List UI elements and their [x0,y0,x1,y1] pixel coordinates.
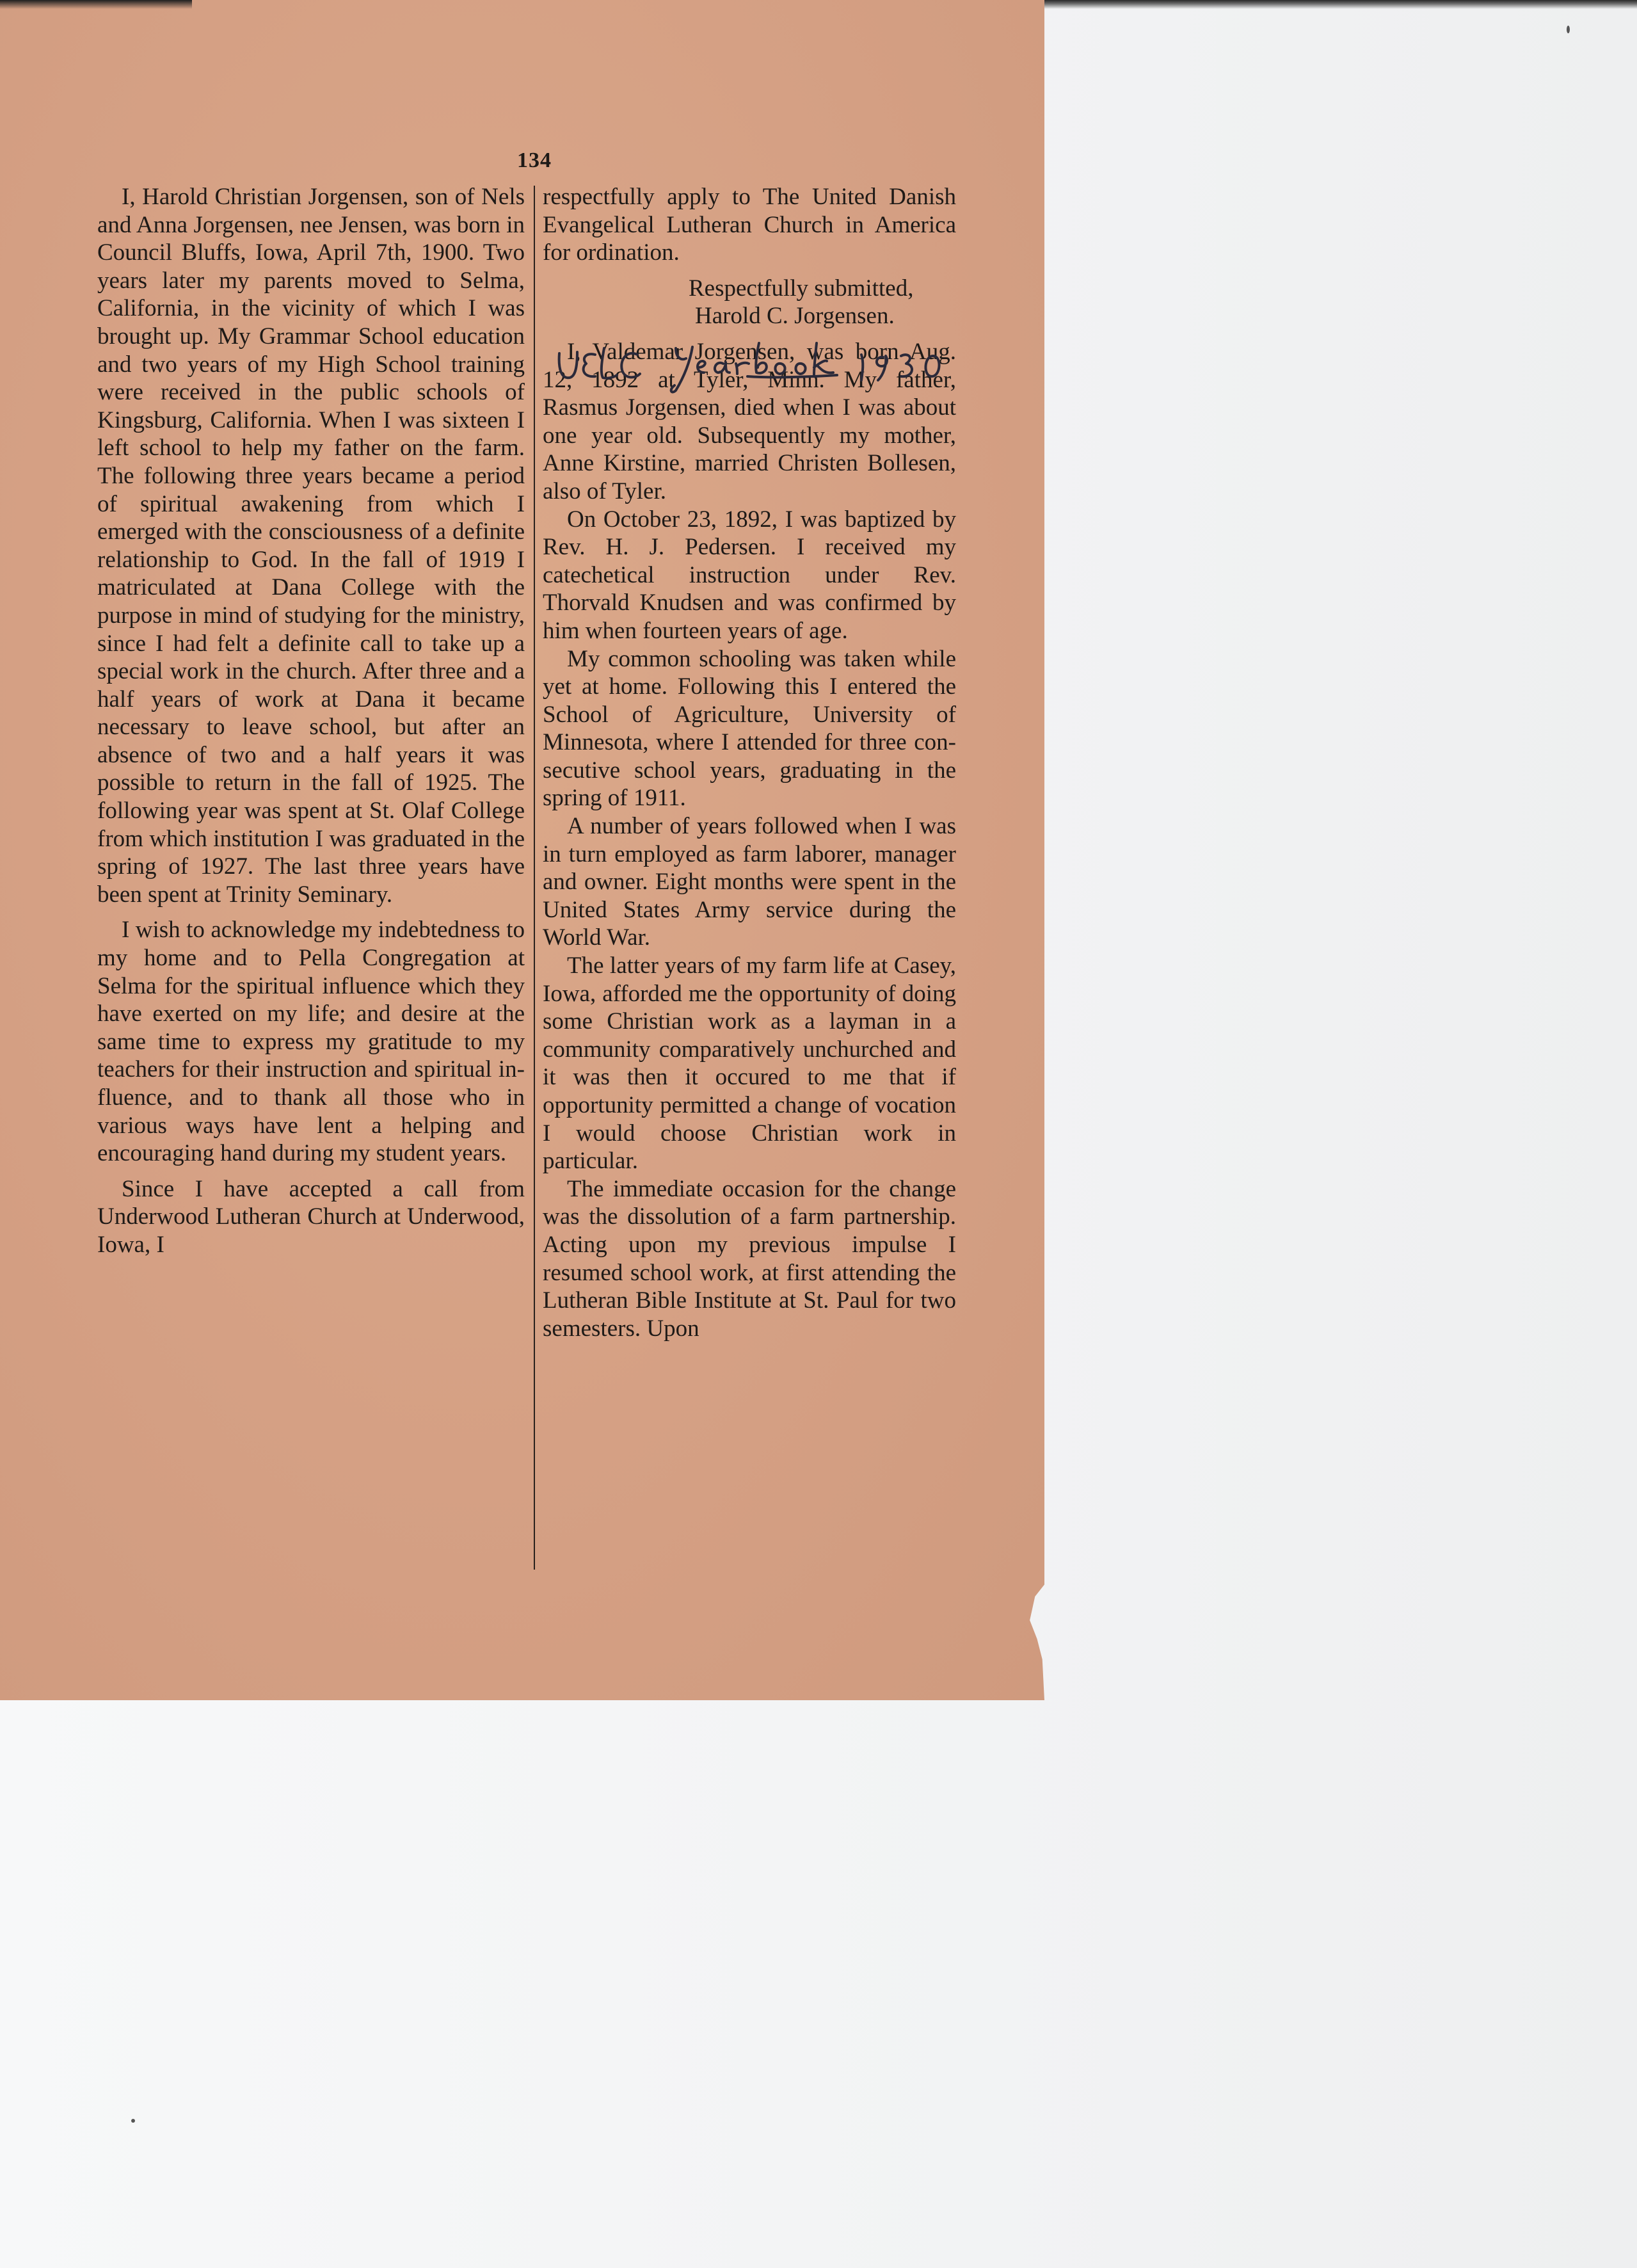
handwritten-annotation-drawing [555,339,965,397]
left-column [97,183,525,1259]
dust-speck [131,2119,135,2123]
scanner-edge-shadow [1044,0,1637,9]
paragraph-acknowledgement: I wish to acknowledge my indebtedness to my home and to Pella Congregation at Selma for the spiritual influence which they have exerted on my life; and desire at the same time to express my gratitude to my teachers for their instruction and spiritual influence, and to thank all those who in various ways have lent a helping and encouraging hand during my student years. [97,917,525,1167]
dust-speck [1567,26,1570,33]
paragraph-biography-valdemar: I, Valdemar Jorgensen, was born Aug. 12, 1892 at Tyler, Minn. My father, Rasmus Jorgensen, died when I was about one year old. Subsequently my mother, Anne Kirstine, married Christen Bollesen, also of Tyler. [543,338,956,504]
paragraph-call-underwood: Since I have accepted a call from Underwood Lutheran Church at Underwood, Iowa, I [97,1175,525,1258]
paragraph-bible-institute: The immediate occasion for the change was the dissolution of a farm partnership. Acting upon my previous impulse I resumed school work, at first attending the Lutheran Bible Institute at St. Paul for two semesters. Upon [543,1175,956,1342]
paragraph-employment: A number of years followed when I was in turn employed as farm laborer, manager and owner. Eight months were spent in the United States Army service during the World War. [543,813,956,951]
paragraph-casey-iowa: The latter years of my farm life at Casey, Iowa, afforded me the opportunity of doing some Christian work as a layman in a community comparatively unchurched and it was then it occured to me that if opportunity permitted a change of vocation I would choose Christian work in particular. [543,953,956,1175]
handwritten-annotation [555,339,965,397]
paragraph-ordination-request: respectfully apply to The United Danish Evangelical Lutheran Church in America for ordination. [543,184,956,266]
paragraph-schooling: My common schooling was taken while yet at home. Following this I entered the School of Agriculture, University of Minnesota, where I attended for three consecutive school years, graduating in the spring of 1911. [543,645,956,812]
signature-harold: Harold C. Jorgensen. [695,303,895,330]
column-divider [534,186,535,1570]
closing-line: Respectfully submitted, [689,275,914,302]
clipping-edge-shadow [0,0,192,9]
paragraph-baptism: On October 23, 1892, I was baptized by Rev. H. J. Pedersen. I received my catechetical instruction under Rev. Thorvald Knudsen and was confirmed by him when fourteen years of age. [543,506,956,644]
page-number: 134 [517,149,552,172]
paragraph-biography-harold: I, Harold Christian Jorgensen, son of Nels and Anna Jorgensen, nee Jensen, was born in Council Bluffs, Iowa, April 7th, 1900. Two years later my parents moved to Selma, California, in the vicinity of which I was brought up. My Grammar School education and two years of my High School training were received in the public schools of Kingsburg, California. When I was sixteen I left school to help my father on the farm. The following three years became a period of spiritual awakening from which I emerged with the consciousness of a definite relationship to God. In the fall of 1919 I matriculated at Dana College with the purpose in mind of studying for the ministry, since I had felt a definite call to take up a special work in the church. After three and a half years of work at Dana it became necessary to leave school, but after an absence of two and a half years it was possible to return in the fall of 1925. The following year was spent at St. Olaf College from which institution I was graduated in the spring of 1927. The last three years have been spent at Trinity Seminary. [97,184,525,908]
